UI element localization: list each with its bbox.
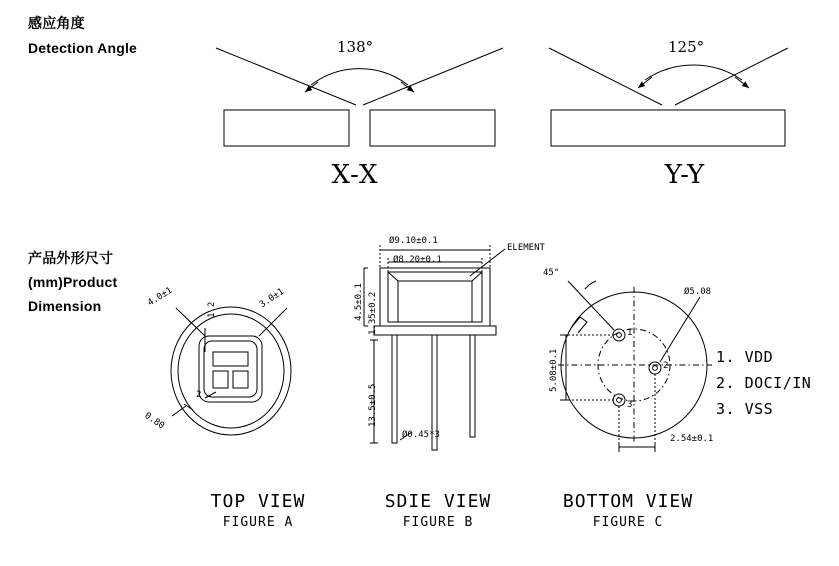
dim-side-lead-length: 13.5±0.5 (368, 383, 378, 427)
bottom-view-figure: FIGURE C (592, 515, 664, 530)
bottom-view-title: BOTTOM VIEW (562, 491, 694, 512)
dim-side-height: 4.5±0.1 (354, 283, 364, 321)
dim-side-element: ELEMENT (507, 243, 545, 253)
dim-top-4-0: 4.0±1 (146, 285, 175, 309)
dim-bottom-angle: 45° (543, 268, 560, 278)
xx-angle-diagram (216, 48, 503, 146)
pin-list (716, 344, 811, 422)
dim-side-base: 1.35±0.2 (368, 291, 378, 335)
dim-bottom-horizontal: 2.54±0.1 (670, 434, 714, 444)
dim-top-0-80: 0.80 (142, 411, 166, 432)
top-view-drawing (171, 307, 291, 435)
pin-list-item: 2. DOCI/IN (716, 374, 812, 392)
dim-bottom-pin1-label: 1 (627, 328, 633, 338)
dim-bottom-vertical: 5.08±0.1 (549, 348, 559, 392)
dimension-title-en-line2: Dimension (28, 298, 102, 314)
dim-side-outer-dia: Ø9.10±0.1 (389, 236, 438, 246)
dim-top-1-2: 1.2 (207, 301, 217, 318)
detection-angle-title-cn: 感应角度 (28, 15, 85, 31)
dim-side-lead-dia: Ø0.45*3 (402, 430, 440, 440)
dim-bottom-pcd: Ø5.08 (684, 287, 712, 297)
side-view-figure: FIGURE B (402, 515, 474, 530)
dim-bottom-pin2-label: 2 (663, 361, 669, 371)
dimension-title-cn: 产品外形尺寸 (28, 250, 114, 266)
angle-label-yy: 125° (668, 38, 705, 56)
pin-list-item: 3. VSS (716, 400, 774, 418)
angle-label-xx: 138° (337, 38, 374, 56)
dim-top-2: 2 (196, 390, 202, 400)
dim-top-3-0: 3.0±1 (258, 286, 287, 311)
section-label-xx: X-X (331, 160, 379, 190)
bottom-view-drawing (558, 281, 712, 452)
dim-side-inner-dia: Ø8.20±0.1 (393, 255, 442, 265)
dimension-title-en-line1: (mm)Product (28, 274, 118, 290)
top-view-figure: FIGURE A (222, 515, 294, 530)
detection-angle-title-en: Detection Angle (28, 40, 138, 56)
top-view-title: TOP VIEW (210, 491, 306, 512)
side-view-drawing (364, 245, 505, 450)
dim-bottom-pin3-label: 3 (627, 400, 633, 410)
yy-angle-diagram (549, 48, 788, 146)
section-label-yy: Y-Y (664, 160, 706, 190)
side-view-title: SDIE VIEW (384, 491, 492, 512)
pin-list-item: 1. VDD (716, 348, 774, 366)
